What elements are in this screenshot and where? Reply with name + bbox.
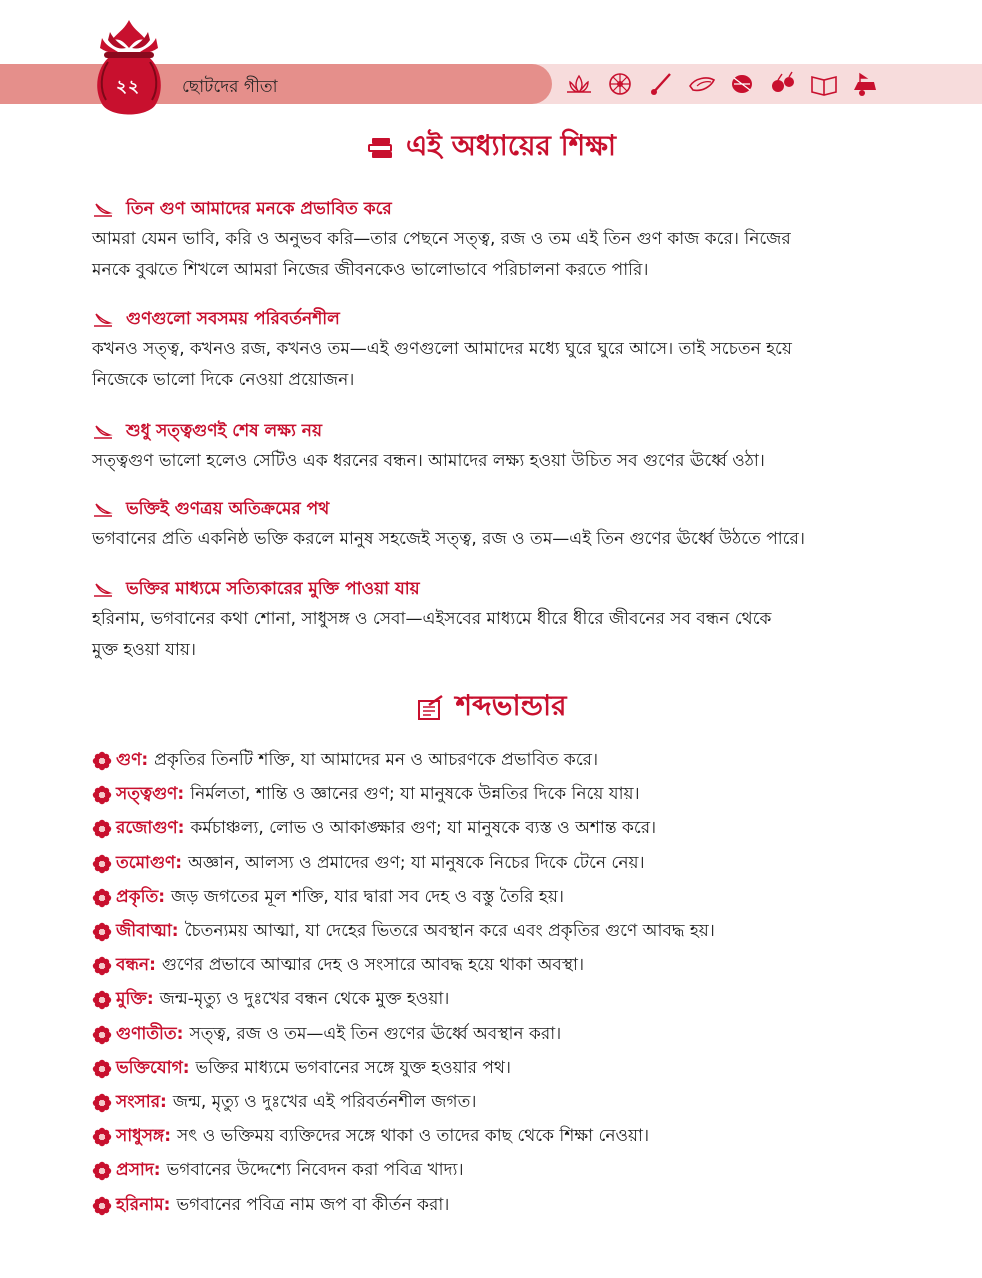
vocab-definition: ভগবানের পবিত্র নাম জপ বা কীর্তন করা।	[176, 1194, 450, 1215]
vocab-definition: চৈতন্যময় আত্মা, যা দেহের ভিতরে অবস্থান করে এবং প্রকৃতির গুণে আবদ্ধ হয়।	[184, 921, 715, 942]
lesson-line: মুক্ত হওয়া যায়।	[92, 640, 196, 660]
lesson-line: নিজেকে ভালো দিকে নেওয়া প্রয়োজন।	[92, 370, 355, 390]
quill-pen-icon	[92, 500, 114, 518]
vocab-term: গুণ:	[116, 750, 149, 771]
lesson-heading	[92, 496, 892, 522]
flower-bullet-icon	[92, 990, 112, 1010]
vocab-item	[92, 881, 892, 915]
lesson-body	[92, 524, 892, 555]
vocab-definition: জন্ম-মৃত্যু ও দুঃখের বন্ধন থেকে মুক্ত হওয়া।	[159, 989, 450, 1010]
vocab-term: ভক্তিযোগ:	[116, 1057, 190, 1078]
flower-bullet-icon	[92, 956, 112, 976]
lesson-heading-text: ভক্তিই গুণত্রয় অতিক্রমের পথ	[126, 499, 330, 519]
vocab-definition: অজ্ঞান, আলস্য ও প্রমাদের গুণ; যা মানুষকে নিচের দিকে টেনে নেয়।	[188, 852, 645, 873]
vocab-item	[92, 1154, 892, 1188]
dharma-wheel-icon	[605, 70, 635, 98]
flower-bullet-icon	[92, 1196, 112, 1216]
flower-bullet-icon	[92, 1161, 112, 1181]
vocab-term: সত্ত্বগুণ:	[116, 784, 185, 805]
vocab-definition: জন্ম, মৃত্যু ও দুঃখের এই পরিবর্তনশীল জগত।	[172, 1091, 477, 1112]
vocab-item	[92, 1052, 892, 1086]
lesson-body	[92, 334, 892, 396]
lesson-heading	[92, 418, 892, 444]
lesson-heading	[92, 196, 892, 222]
lesson-heading	[92, 306, 892, 332]
lesson-line: ভগবানের প্রতি একনিষ্ঠ ভক্তি করলে মানুষ সহজেই সত্ত্ব, রজ ও তম—এই তিন গুণের ঊর্ধ্বে উঠতে পারে।	[92, 529, 805, 549]
flower-bullet-icon	[92, 888, 112, 908]
lesson-heading-text: গুণগুলো সবসময় পরিবর্তনশীল	[126, 309, 340, 329]
vocab-definition: সত্ত্ব, রজ ও তম—এই তিন গুণের ঊর্ধ্বে অবস্থান করা।	[189, 1023, 562, 1044]
vocab-term: প্রসাদ:	[116, 1160, 161, 1181]
lotus-icon	[564, 70, 594, 98]
notepad-pen-icon	[415, 693, 445, 723]
quill-pen-icon	[92, 310, 114, 328]
vocab-item	[92, 778, 892, 812]
lesson-body	[92, 604, 892, 666]
lesson-heading-text: তিন গুণ আমাদের মনকে প্রভাবিত করে	[126, 199, 392, 219]
lessons-title	[0, 124, 982, 171]
vocab-definition: কর্মচাঞ্চল্য, লোভ ও আকাঙ্ক্ষার গুণ; যা মানুষকে ব্যস্ত ও অশান্ত করে।	[190, 818, 657, 839]
kalash-pot-icon	[90, 18, 168, 122]
lesson-line: মনকে বুঝতে শিখলে আমরা নিজের জীবনকেও ভালোভাবে পরিচালনা করতে পারি।	[92, 260, 649, 280]
lesson-item	[92, 496, 892, 555]
vocab-definition: ভক্তির মাধ্যমে ভগবানের সঙ্গে যুক্ত হওয়ার পথ।	[195, 1057, 512, 1078]
lessons-title-text: এই অধ্যায়ের শিক্ষা	[405, 129, 617, 162]
open-book-icon	[809, 70, 839, 98]
lesson-line: সত্ত্বগুণ ভালো হলেও সেটিও এক ধরনের বন্ধন। আমাদের লক্ষ্য হওয়া উচিত সব গুণের ঊর্ধ্বে ওঠা।	[92, 451, 765, 471]
vocabulary-title	[0, 684, 982, 731]
vocab-item	[92, 949, 892, 983]
cymbals-icon	[768, 70, 798, 98]
vocab-term: রজোগুণ:	[116, 818, 185, 839]
flower-bullet-icon	[92, 819, 112, 839]
vocab-item	[92, 812, 892, 846]
vocab-item	[92, 915, 892, 949]
vocab-term: তমোগুণ:	[116, 852, 183, 873]
vocab-definition: প্রকৃতির তিনটি শক্তি, যা আমাদের মন ও আচরণকে প্রভাবিত করে।	[154, 750, 599, 771]
vocab-item	[92, 1086, 892, 1120]
vocab-item	[92, 1188, 892, 1222]
vocab-term: বন্ধন:	[116, 955, 156, 976]
flower-bullet-icon	[92, 1127, 112, 1147]
page-number: ২২	[115, 77, 141, 97]
book-title: ছোটদের গীতা	[182, 77, 278, 97]
lesson-line: কখনও সত্ত্ব, কখনও রজ, কখনও তম—এই গুণগুলো আমাদের মধ্যে ঘুরে ঘুরে আসে। তাই সচেতন হয়ে	[92, 339, 792, 359]
vocab-term: হরিনাম:	[116, 1194, 171, 1215]
lesson-body	[92, 446, 892, 477]
lesson-line: হরিনাম, ভগবানের কথা শোনা, সাধুসঙ্গ ও সেবা—এইসবের মাধ্যমে ধীরে ধীরে জীবনের সব বন্ধন থেকে	[92, 609, 772, 629]
lesson-heading	[92, 576, 892, 602]
drum-icon	[727, 70, 757, 98]
quill-pen-icon	[92, 200, 114, 218]
chariot-icon	[850, 70, 880, 98]
flower-bullet-icon	[92, 1059, 112, 1079]
vocab-definition: ভগবানের উদ্দেশ্যে নিবেদন করা পবিত্র খাদ্য।	[166, 1160, 464, 1181]
quill-pen-icon	[92, 422, 114, 440]
lesson-line: আমরা যেমন ভাবি, করি ও অনুভব করি—তার পেছনে সত্ত্ব, রজ ও তম এই তিন গুণ কাজ করে। নিজের	[92, 229, 791, 249]
vocab-term: প্রকৃতি:	[116, 886, 165, 907]
conch-icon	[687, 70, 717, 98]
flower-bullet-icon	[92, 1025, 112, 1045]
flower-bullet-icon	[92, 922, 112, 942]
books-stack-icon	[366, 133, 396, 163]
lesson-item	[92, 306, 892, 396]
vocab-item	[92, 744, 892, 778]
header-icon-row	[564, 66, 880, 102]
vocabulary-title-text: শব্দভান্ডার	[455, 689, 567, 722]
vocab-term: সংসার:	[116, 1091, 167, 1112]
vocab-term: গুণাতীত:	[116, 1023, 184, 1044]
vocabulary-list	[92, 744, 892, 1223]
quill-pen-icon	[92, 580, 114, 598]
vocab-term: জীবাত্মা:	[116, 921, 179, 942]
vocab-definition: নির্মলতা, শান্তি ও জ্ঞানের গুণ; যা মানুষকে উন্নতির দিকে নিয়ে যায়।	[190, 784, 640, 805]
lesson-body	[92, 224, 892, 286]
flower-bullet-icon	[92, 854, 112, 874]
lesson-heading-text: শুধু সত্ত্বগুণই শেষ লক্ষ্য নয়	[126, 421, 322, 441]
vocab-term: সাধুসঙ্গ:	[116, 1126, 171, 1147]
flower-bullet-icon	[92, 751, 112, 771]
vocab-item	[92, 1120, 892, 1154]
lesson-item	[92, 576, 892, 666]
flower-bullet-icon	[92, 785, 112, 805]
vocab-definition: সৎ ও ভক্তিময় ব্যক্তিদের সঙ্গে থাকা ও তাদের কাছ থেকে শিক্ষা নেওয়া।	[177, 1126, 650, 1147]
flute-icon	[646, 70, 676, 98]
lesson-heading-text: ভক্তির মাধ্যমে সত্যিকারের মুক্তি পাওয়া যায়	[126, 579, 420, 599]
lesson-item	[92, 418, 892, 477]
vocab-term: মুক্তি:	[116, 989, 154, 1010]
lesson-item	[92, 196, 892, 286]
vocab-item	[92, 847, 892, 881]
vocab-item	[92, 983, 892, 1017]
vocab-definition: জড় জগতের মূল শক্তি, যার দ্বারা সব দেহ ও বস্তু তৈরি হয়।	[171, 886, 564, 907]
vocab-item	[92, 1018, 892, 1052]
flower-bullet-icon	[92, 1093, 112, 1113]
vocab-definition: গুণের প্রভাবে আত্মার দেহ ও সংসারে আবদ্ধ হয়ে থাকা অবস্থা।	[161, 955, 585, 976]
